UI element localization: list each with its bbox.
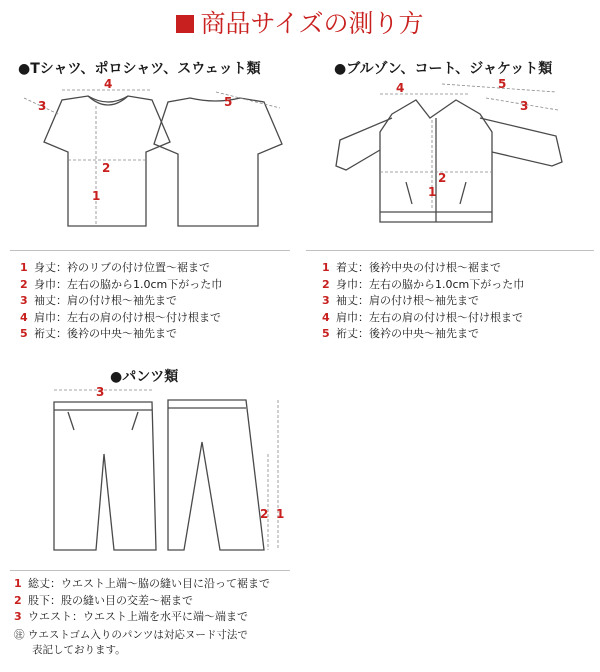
jacket-markers — [396, 77, 528, 199]
list-item: 2 股下：股の縫い目の交差～裾まで — [14, 593, 193, 607]
list-item: 3 ウエスト：ウエスト上端を水平に端～端まで — [14, 610, 248, 623]
pants-marker-1: 1 — [276, 507, 285, 521]
pants-measure-list — [14, 576, 270, 626]
pants-markers — [96, 385, 284, 521]
pants-front-outline — [54, 402, 156, 550]
jacket-marker-2: 2 — [438, 171, 447, 185]
tshirt-diagram — [10, 76, 300, 246]
jacket-marker-3: 3 — [520, 99, 529, 113]
list-item: 3 袖丈：肩の付け根～袖先まで — [20, 294, 177, 307]
note-mark-icon: ㊟ — [14, 629, 25, 641]
list-item: 1 総丈：ウエスト上端～脇の縫い目に沿って裾まで — [14, 577, 270, 590]
jacket-divider — [306, 250, 594, 251]
tshirt-measure-list — [20, 260, 222, 343]
jacket-marker-5: 5 — [498, 77, 507, 91]
list-item: 5 裄丈：後衿の中央～袖先まで — [322, 327, 479, 340]
tshirt-heading: ●Tシャツ、ポロシャツ、スウェット類 — [18, 61, 261, 77]
pants-side-outline — [168, 400, 264, 550]
tshirt-front-collar — [88, 96, 128, 105]
pants-marker-3: 3 — [96, 385, 105, 399]
pants-heading: ●パンツ類 — [110, 369, 179, 385]
list-item: 5 裄丈：後衿の中央～袖先まで — [20, 327, 177, 340]
list-item: 1 着丈：後衿中央の付け根～裾まで — [322, 261, 501, 274]
list-item: 4 肩巾：左右の肩の付け根～付け根まで — [322, 310, 523, 324]
tshirt-divider — [10, 250, 290, 251]
jacket-diagram — [320, 74, 590, 246]
page-title-text: 商品サイズの測り方 — [200, 9, 424, 38]
page-title — [0, 4, 600, 40]
pants-note — [14, 628, 248, 658]
title-square-icon — [176, 15, 194, 33]
tshirt-marker-5: 5 — [224, 95, 233, 109]
tshirt-marker-1: 1 — [92, 189, 101, 203]
list-item: 4 肩巾：左右の肩の付け根～付け根まで — [20, 310, 221, 324]
tshirt-marker-3: 3 — [38, 99, 47, 113]
tshirt-marker-4: 4 — [104, 77, 113, 91]
note-line-1: ウエストゴム入りのパンツは対応ヌード寸法で — [27, 629, 248, 641]
list-item: 2 身巾：左右の脇から1.0cm下がった巾 — [322, 277, 525, 291]
pants-marker-2: 2 — [260, 507, 269, 521]
pants-divider — [10, 570, 290, 571]
jacket-marker-1: 1 — [428, 185, 437, 199]
tshirt-back-outline — [154, 98, 282, 226]
jacket-heading: ●ブルゾン、コート、ジャケット類 — [334, 61, 553, 77]
list-item: 3 袖丈：肩の付け根～袖先まで — [322, 294, 479, 307]
jacket-marker-4: 4 — [396, 81, 405, 95]
note-line-2: 表記しております。 — [32, 644, 126, 656]
list-item: 2 身巾：左右の脇から1.0cm下がった巾 — [20, 277, 223, 291]
tshirt-marker-2: 2 — [102, 161, 111, 175]
tshirt-markers — [38, 77, 232, 203]
jacket-measure-list — [322, 260, 524, 343]
pants-diagram — [40, 382, 300, 564]
list-item: 1 身丈：衿のリブの付け位置～裾まで — [20, 261, 210, 274]
